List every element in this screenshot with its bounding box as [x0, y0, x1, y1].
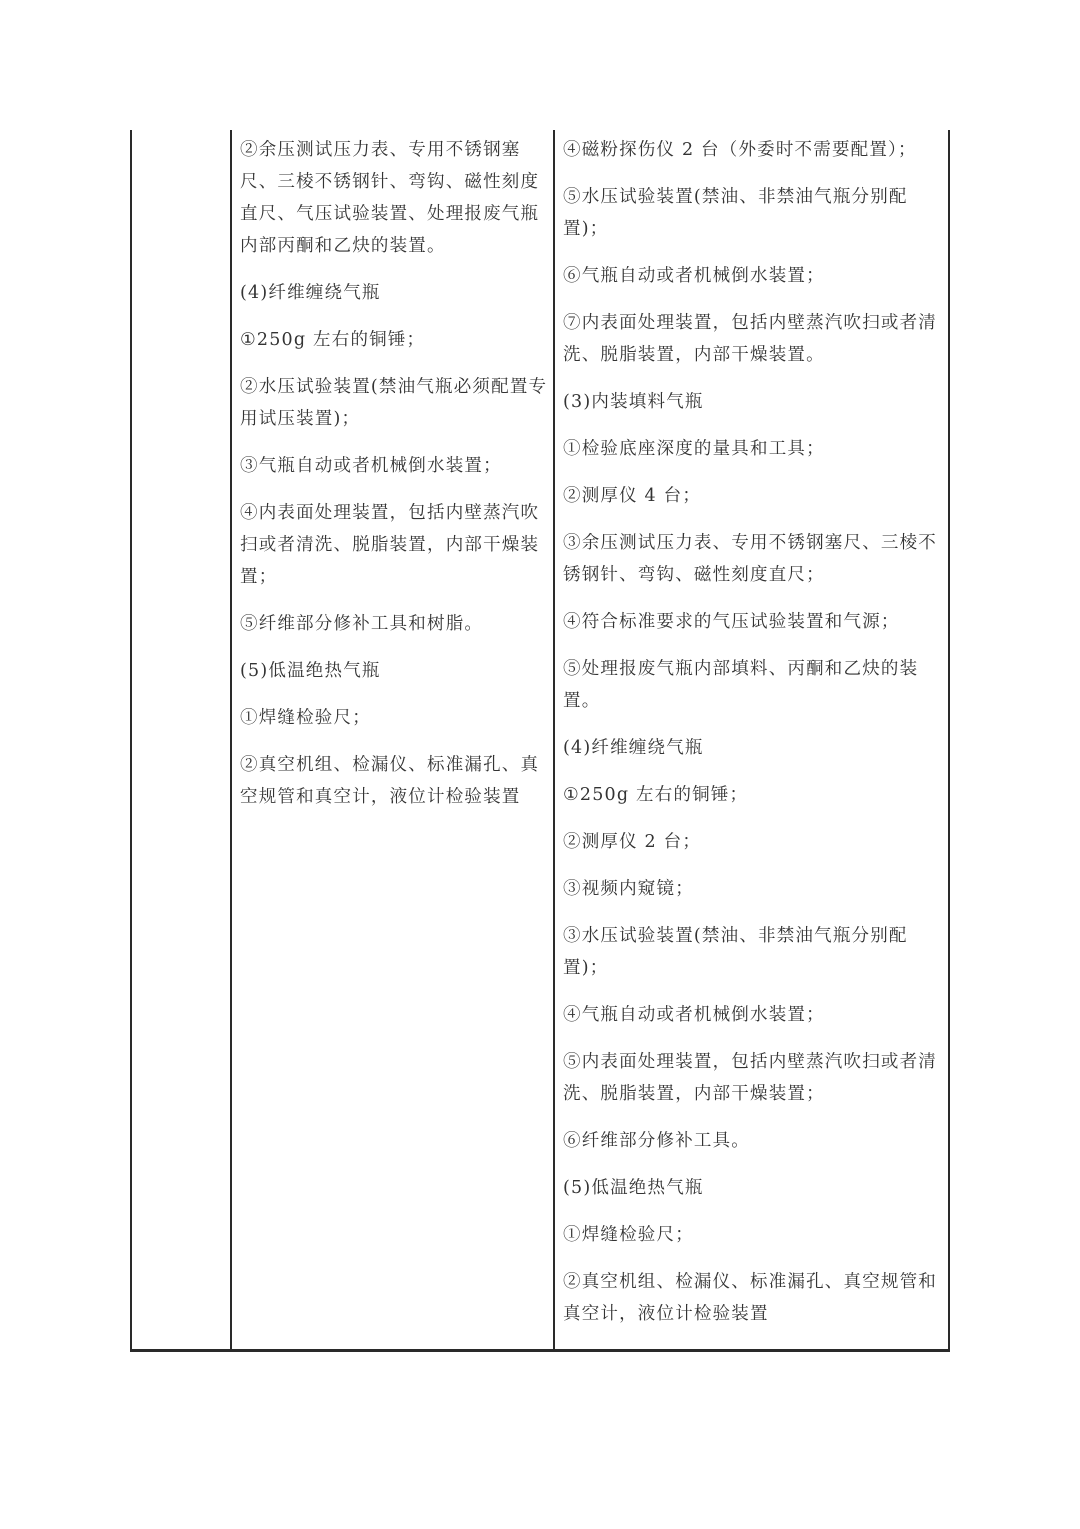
section-heading: (3)内装填料气瓶: [563, 392, 704, 412]
list-item: ④符合标准要求的气压试验装置和气源；: [563, 612, 900, 632]
list-item: ⑤水压试验装置(禁油、非禁油气瓶分别配置)；: [563, 187, 908, 239]
list-item: ③水压试验装置(禁油、非禁油气瓶分别配置)；: [563, 926, 908, 978]
list-item: ①250g 左右的铜锤；: [240, 330, 426, 350]
list-item: ④磁粉探伤仪 2 台（外委时不需要配置）；: [563, 140, 917, 160]
list-item: ④气瓶自动或者机械倒水装置；: [563, 1005, 825, 1025]
list-item: ③余压测试压力表、专用不锈钢塞尺、三棱不锈钢针、弯钩、磁性刻度直尺；: [563, 533, 937, 585]
list-item: ①250g 左右的铜锤；: [563, 785, 749, 805]
list-item: ②余压测试压力表、专用不锈钢塞尺、三棱不锈钢针、弯钩、磁性刻度直尺、气压试验装置、处理报废气瓶内部丙酮和乙炔的装置。: [240, 140, 540, 256]
section-heading: (4)纤维缠绕气瓶: [563, 738, 704, 758]
column-divider-2: [553, 130, 555, 1352]
section-heading: (5)低温绝热气瓶: [563, 1178, 704, 1198]
list-item: ②水压试验装置(禁油气瓶必须配置专用试压装置)；: [240, 377, 548, 429]
list-item: ①焊缝检验尺；: [563, 1225, 694, 1245]
list-item: ②真空机组、检漏仪、标准漏孔、真空规管和真空计，液位计检验装置: [563, 1272, 937, 1324]
list-item: ③视频内窥镜；: [563, 879, 694, 899]
list-item: ②测厚仪 2 台；: [563, 832, 702, 852]
list-item: ⑤内表面处理装置，包括内壁蒸汽吹扫或者清洗、脱脂装置，内部干燥装置；: [563, 1052, 937, 1104]
list-item: ⑥气瓶自动或者机械倒水装置；: [563, 266, 825, 286]
list-item: ③气瓶自动或者机械倒水装置；: [240, 456, 502, 476]
list-item: ②真空机组、检漏仪、标准漏孔、真空规管和真空计，液位计检验装置: [240, 755, 540, 807]
right-column-cell: [563, 134, 945, 1345]
section-heading: (4)纤维缠绕气瓶: [240, 283, 381, 303]
list-item: ①检验底座深度的量具和工具；: [563, 439, 825, 459]
middle-column-cell: [240, 134, 548, 828]
list-item: ⑤纤维部分修补工具和树脂。: [240, 614, 484, 634]
column-divider-1: [230, 130, 232, 1352]
list-item: ④内表面处理装置，包括内壁蒸汽吹扫或者清洗、脱脂装置，内部干燥装置；: [240, 503, 540, 587]
list-item: ⑥纤维部分修补工具。: [563, 1131, 750, 1151]
list-item: ①焊缝检验尺；: [240, 708, 371, 728]
section-heading: (5)低温绝热气瓶: [240, 661, 381, 681]
list-item: ⑦内表面处理装置，包括内壁蒸汽吹扫或者清洗、脱脂装置，内部干燥装置。: [563, 313, 937, 365]
list-item: ⑤处理报废气瓶内部填料、丙酮和乙炔的装置。: [563, 659, 919, 711]
list-item: ②测厚仪 4 台；: [563, 486, 702, 506]
